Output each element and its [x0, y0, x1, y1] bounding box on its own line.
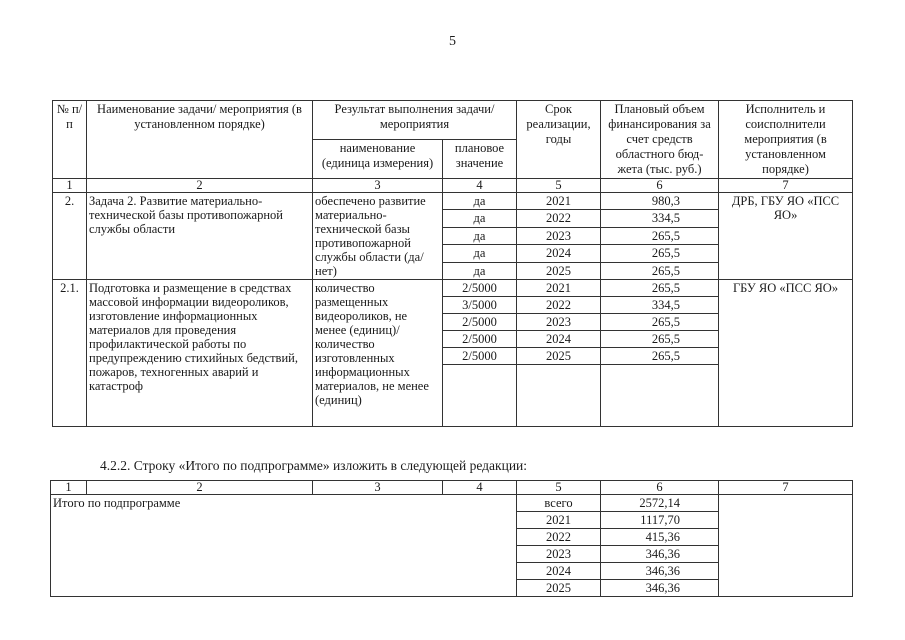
row-plan: 2/5000: [443, 314, 517, 331]
col-number: 5: [517, 481, 601, 495]
header-term: Срок реализации, годы: [517, 101, 601, 179]
header-row-1: [53, 101, 853, 140]
header-name: Наименование задачи/ мероприятия (в установленном порядке): [87, 101, 313, 179]
total-label: Итого по подпрограмме: [51, 495, 517, 597]
total-amount: 346,36: [601, 546, 719, 563]
table-row: [51, 495, 853, 512]
header-funding: Плановый объем финансирования за счет средств областного бюд- жета (тыс. руб.): [601, 101, 719, 179]
row-plan: да: [443, 245, 517, 262]
empty-cell: [601, 365, 719, 427]
col-number: 5: [517, 179, 601, 193]
total-amount: 1117,70: [601, 512, 719, 529]
header-result-group: Результат выполнения задачи/ мероприятия: [313, 101, 517, 140]
row-amount: 265,5: [601, 280, 719, 297]
total-period: 2025: [517, 580, 601, 597]
col-number: 4: [443, 179, 517, 193]
col-number: 3: [313, 481, 443, 495]
row-amount: 980,3: [601, 193, 719, 210]
amendment-caption: 4.2.2. Строку «Итого по подпрограмме» изложить в следующей редакции:: [100, 458, 528, 473]
row-year: 2021: [517, 280, 601, 297]
program-activities-table: [52, 100, 853, 427]
row-amount: 265,5: [601, 262, 719, 279]
row-result-name: обеспечено развитие материально-технической базы противопожарной службы области (да/нет): [313, 193, 443, 280]
row-name: Задача 2. Развитие материально-технической базы противопожарной службы области: [87, 193, 313, 280]
col-number: 6: [601, 179, 719, 193]
total-period: 2023: [517, 546, 601, 563]
empty-executor-cell: [719, 495, 853, 597]
row-result-name: количество размещенных видеороликов, не менее (единиц)/ количество изготовленных информационных материалов, не менее (единиц): [313, 280, 443, 427]
col-number: 1: [51, 481, 87, 495]
row-amount: 265,5: [601, 245, 719, 262]
col-number: 1: [53, 179, 87, 193]
total-period: всего: [517, 495, 601, 512]
row-executor: ДРБ, ГБУ ЯО «ПСС ЯО»: [719, 193, 853, 280]
row-year: 2022: [517, 297, 601, 314]
col-number: 6: [601, 481, 719, 495]
empty-cell: [517, 365, 601, 427]
row-plan: 3/5000: [443, 297, 517, 314]
col-number: 2: [87, 179, 313, 193]
row-plan: да: [443, 262, 517, 279]
row-plan: 2/5000: [443, 280, 517, 297]
row-plan: да: [443, 193, 517, 210]
col-number: 4: [443, 481, 517, 495]
col-number: 3: [313, 179, 443, 193]
total-amount: 2572,14: [601, 495, 719, 512]
row-year: 2025: [517, 262, 601, 279]
row-year: 2024: [517, 245, 601, 262]
column-numbers-row: [53, 179, 853, 193]
header-num: № п/п: [53, 101, 87, 179]
row-num: 2.1.: [53, 280, 87, 427]
header-result-name: наименование (единица измерения): [313, 140, 443, 179]
col-number: 7: [719, 179, 853, 193]
col-number: 2: [87, 481, 313, 495]
row-amount: 265,5: [601, 331, 719, 348]
total-period: 2024: [517, 563, 601, 580]
column-numbers-row: [51, 481, 853, 495]
total-amount: 346,36: [601, 580, 719, 597]
row-plan: 2/5000: [443, 331, 517, 348]
total-amount: 346,36: [601, 563, 719, 580]
row-name: Подготовка и размещение в средствах массовой информации видеороликов, изготовление информационных материалов для проведения профилактической работы по предупреждению стихийных бедствий, пожаров, техногенных аварий и катастроф: [87, 280, 313, 427]
row-plan: да: [443, 210, 517, 227]
table-row: [53, 280, 853, 297]
subprogram-total-table: [50, 480, 853, 597]
total-amount: 415,36: [601, 529, 719, 546]
row-amount: 265,5: [601, 314, 719, 331]
row-plan: да: [443, 227, 517, 244]
row-amount: 265,5: [601, 348, 719, 365]
row-num: 2.: [53, 193, 87, 280]
row-amount: 265,5: [601, 227, 719, 244]
row-year: 2021: [517, 193, 601, 210]
header-result-plan: плановое значение: [443, 140, 517, 179]
row-amount: 334,5: [601, 297, 719, 314]
row-executor: ГБУ ЯО «ПСС ЯО»: [719, 280, 853, 427]
total-period: 2021: [517, 512, 601, 529]
row-amount: 334,5: [601, 210, 719, 227]
header-executor: Исполнитель и соисполнители мероприятия (в установленном порядке): [719, 101, 853, 179]
col-number: 7: [719, 481, 853, 495]
page-number: 5: [449, 34, 456, 49]
row-year: 2025: [517, 348, 601, 365]
table-row: [53, 193, 853, 210]
total-period: 2022: [517, 529, 601, 546]
empty-cell: [443, 365, 517, 427]
row-plan: 2/5000: [443, 348, 517, 365]
row-year: 2024: [517, 331, 601, 348]
row-year: 2023: [517, 227, 601, 244]
row-year: 2022: [517, 210, 601, 227]
row-year: 2023: [517, 314, 601, 331]
